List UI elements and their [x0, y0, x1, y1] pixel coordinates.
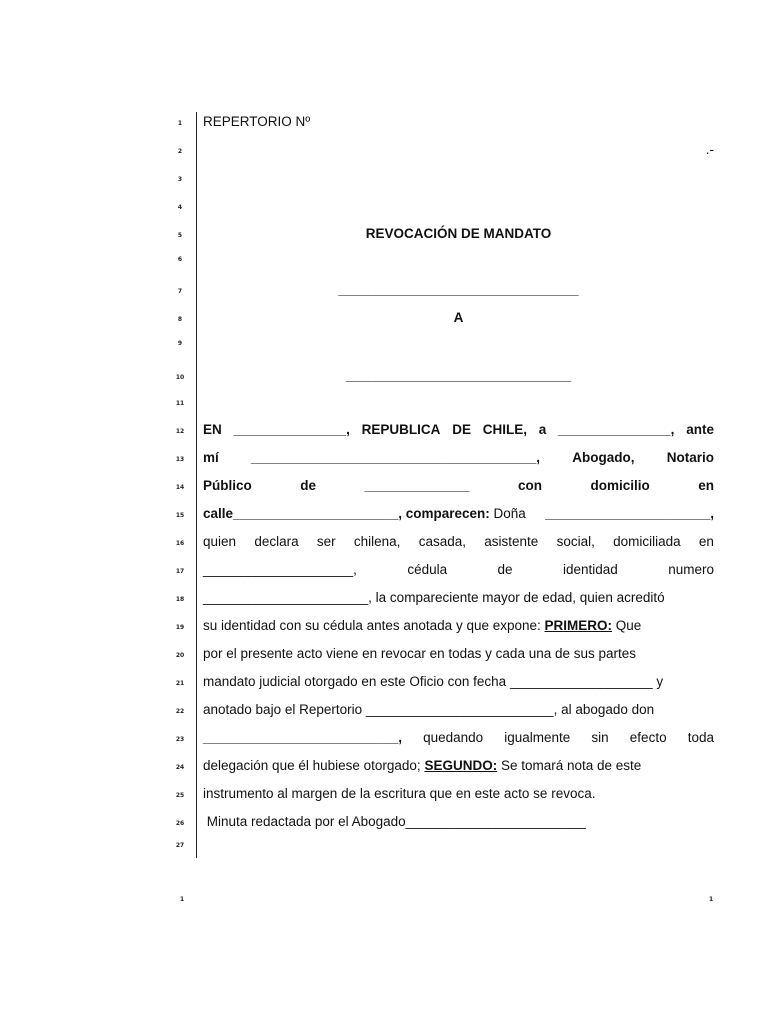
body-line-23: __________________________, quedando igualmente sin efecto toda [203, 730, 714, 745]
body-line-25: instrumento al margen de la escritura que en este acto se revoca. [203, 786, 596, 801]
repertorio-label: REPERTORIO Nº [203, 114, 311, 129]
line-number: 20 [175, 652, 185, 659]
segundo-heading: SEGUNDO: [424, 758, 498, 773]
line-number: 19 [175, 624, 185, 631]
line-number: 14 [175, 484, 185, 491]
line-number: 24 [175, 764, 185, 771]
line-number: 27 [175, 842, 185, 849]
body-line-12: EN _______________, REPUBLICA DE CHILE, a _______________, ante [203, 422, 714, 437]
line-number: 25 [175, 792, 185, 799]
line-number: 4 [177, 204, 183, 211]
line-number: 18 [175, 596, 185, 603]
body-line-14: Público de ______________ con domicilio en [203, 478, 714, 493]
document-title: REVOCACIÓN DE MANDATO [365, 226, 552, 241]
line-number: 10 [175, 374, 185, 381]
connector-a: A [453, 310, 464, 325]
line-number: 26 [175, 820, 185, 827]
line-number: 3 [177, 176, 183, 183]
party-one-blank: ________________________________ [338, 282, 579, 297]
body-line-24: delegación que él hubiese otorgado; SEGUNDO: Se tomará nota de este [203, 758, 642, 773]
line-number: 9 [177, 340, 183, 347]
line-number: 13 [175, 456, 185, 463]
line-number: 5 [177, 232, 183, 239]
body-line-21: mandato judicial otorgado en este Oficio con fecha ___________________ y [203, 674, 664, 689]
line-number: 7 [177, 288, 183, 295]
line-number: 15 [175, 512, 185, 519]
line-number: 17 [175, 568, 185, 575]
header-mark: .- [705, 142, 714, 157]
margin-rule [196, 112, 197, 858]
body-line-22: anotado bajo el Repertorio _________________________, al abogado don [203, 702, 655, 717]
body-line-16: quien declara ser chilena, casada, asistente social, domiciliada en [203, 534, 714, 549]
line-number: 1 [177, 120, 183, 127]
footer-page-number-left: 1 [180, 896, 185, 903]
footer-page-number-right: 1 [709, 896, 714, 903]
body-line-15: calle______________________, comparecen: Doña ______________________, [203, 506, 714, 521]
line-number: 21 [175, 680, 185, 687]
line-number: 23 [175, 736, 185, 743]
minuta-line: Minuta redactada por el Abogado________________________ [203, 814, 586, 829]
body-line-18: ______________________, la compareciente mayor de edad, quien acreditó [203, 590, 665, 605]
primero-heading: PRIMERO: [544, 618, 613, 633]
party-two-blank: ______________________________ [345, 368, 572, 383]
body-line-17: ____________________, cédula de identidad numero [203, 562, 714, 577]
line-number: 2 [177, 148, 183, 155]
line-number: 6 [177, 256, 183, 263]
body-line-13: mí ______________________________________, Abogado, Notario [203, 450, 714, 465]
line-number: 11 [175, 400, 185, 407]
body-line-20: por el presente acto viene en revocar en todas y cada una de sus partes [203, 646, 637, 661]
line-number: 8 [177, 316, 183, 323]
line-number: 12 [175, 428, 185, 435]
body-line-19: su identidad con su cédula antes anotada y que expone: PRIMERO: Que [203, 618, 642, 633]
line-number: 22 [175, 708, 185, 715]
line-number: 16 [175, 540, 185, 547]
